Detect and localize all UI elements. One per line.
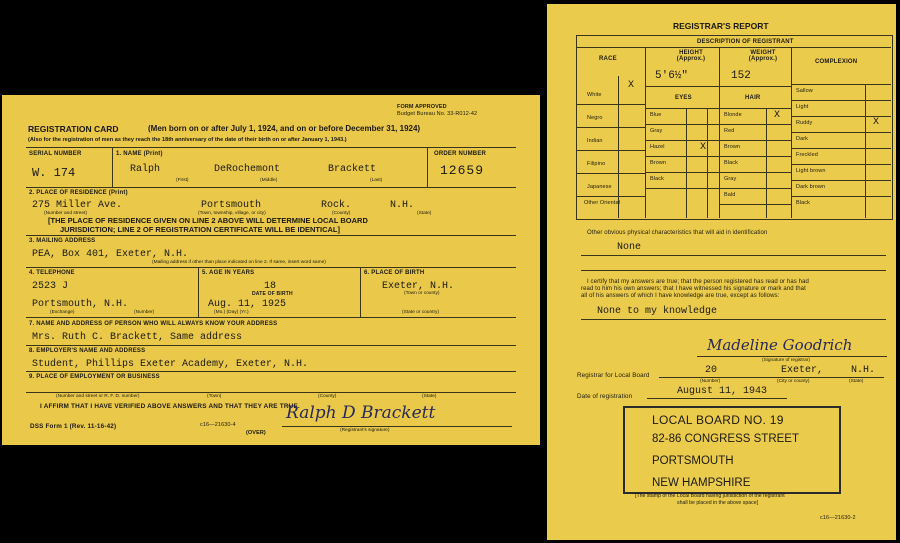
mailing-value: PEA, Box 401, Exeter, N.H. [32,249,189,260]
eye-black: Black [650,176,664,182]
complexion-dark: Dark [796,136,809,142]
telephone-value: 2523 J [32,281,69,292]
registration-card-front [2,95,540,445]
weight-header: WEIGHT (Approx.) [748,50,778,62]
complexion-ruddy: Ruddy [796,120,813,126]
number-caption: (Number) [134,310,155,315]
race-row-white: White [587,92,602,98]
form-approved: FORM APPROVED [397,104,447,110]
residence-label: 2. PLACE OF RESIDENCE (Print) [29,190,128,196]
board-city: Exeter, [781,365,824,376]
registrar-signature-caption: (Signature of registrar) [762,358,810,363]
residence-notice-2: JURISDICTION; LINE 2 OF REGISTRATION CERTIFICATE WILL BE IDENTICAL] [60,225,340,234]
height-header: HEIGHT (Approx.) [676,50,706,62]
report-title: REGISTRAR'S REPORT [673,21,769,31]
over-label: (OVER) [246,430,266,436]
hair-blonde: Blonde [724,112,742,118]
employment-street-caption: (Number and street or R. F. D. number) [56,394,140,399]
hair-bald: Bald [724,192,736,198]
eye-blue: Blue [650,112,662,118]
telephone-label: 4. TELEPHONE [29,270,75,276]
race-header: RACE [599,56,617,62]
registrar-label: Registrar for Local Board [577,372,650,379]
form-id: DSS Form 1 (Rev. 11-16-42) [30,423,117,430]
registrar-signature: Madeline Goodrich [707,336,853,354]
board-city-caption: (City or county) [777,379,810,384]
hair-red: Red [724,128,735,134]
complexion-header: COMPLEXION [815,59,858,65]
complexion-light: Light [796,104,809,110]
date-value: August 11, 1943 [677,386,768,397]
description-header: DESCRIPTION OF REGISTRANT [697,39,794,45]
date-label: Date of registration [577,393,633,400]
race-row-japanese: Japanese [587,184,612,190]
affirm-statement: I AFFIRM THAT I HAVE VERIFIED ABOVE ANSWERS AND THAT THEY ARE TRUE. [40,403,300,410]
pob-state-caption: (State or country) [402,310,440,315]
race-row-indian: Indian [587,138,603,144]
employer-value: Student, Phillips Exeter Academy, Exeter, N.H. [32,359,309,370]
telephone-exchange: Portsmouth, N.H. [32,299,129,310]
hair-black: Black [724,160,738,166]
height-value: 5'6½" [655,70,689,82]
contact-label: 7. NAME AND ADDRESS OF PERSON WHO WILL ALWAYS KNOW YOUR ADDRESS [29,321,278,327]
last-caption: (Last) [370,178,383,183]
certify-text-2: read to him his own answers; that I have witnessed his signature or mark and that [581,286,806,292]
budget-bureau: Budget Bureau No. 33-R012-42 [397,111,478,117]
registrars-report-back [547,4,896,540]
complexion-dark-brown: Dark brown [796,184,826,190]
stamp-line-2: 82-86 CONGRESS STREET [652,433,799,445]
race-row-negro: Negro [587,115,603,121]
back-print-code: c16—21630-2 [820,515,856,521]
town-caption: (Town, township, village, or city) [198,211,266,216]
street-caption: (Number and street) [44,211,87,216]
dob-value: Aug. 11, 1925 [208,299,287,310]
complexion-mark: X [873,117,880,128]
last-name: Brackett [328,164,377,175]
card-subtitle: (Also for the registration of men as they reach the 18th anniversary of the date of their birth on or after January 1, 1943.) [28,137,347,143]
race-mark: X [628,80,635,91]
employment-county-caption: (County) [318,394,337,399]
board-state: N.H. [851,365,876,376]
residence-county: Rock. [321,200,352,211]
stamp-line-3: PORTSMOUTH [652,455,734,467]
stamp-caption-1: [The stamp of the Local Board having jurisdiction of the registrant [635,493,785,499]
other-characteristics-value: None [617,242,642,253]
name-label: 1. NAME (Print) [116,151,163,157]
board-number: 20 [705,365,718,376]
eyes-mark: X [700,142,707,153]
hair-mark: X [774,110,781,121]
eye-gray: Gray [650,128,663,134]
mailing-caption: (Mailing address if other than place indicated on line 2. If same, insert word same) [152,260,326,265]
stamp-line-4: NEW HAMPSHIRE [652,477,751,489]
order-label: ORDER NUMBER [434,151,487,157]
eye-brown: Brown [650,160,667,166]
employer-label: 8. EMPLOYER'S NAME AND ADDRESS [29,348,146,354]
hair-gray: Gray [724,176,737,182]
eyes-header: EYES [675,95,692,101]
exchange-caption: (Exchange) [50,310,75,315]
pob-value: Exeter, N.H. [382,281,455,292]
complexion-sallow: Sallow [796,88,813,94]
county-caption: (County) [332,211,351,216]
complexion-light-brown: Light brown [796,168,826,174]
hair-brown: Brown [724,144,741,150]
weight-value: 152 [731,70,751,82]
board-number-caption: (Number) [700,379,721,384]
employment-town-caption: (Town) [207,394,222,399]
serial-label: SERIAL NUMBER [29,151,82,157]
pob-label: 6. PLACE OF BIRTH [364,270,425,276]
residence-notice-1: [THE PLACE OF RESIDENCE GIVEN ON LINE 2 ABOVE WILL DETERMINE LOCAL BOARD [48,216,368,225]
eye-hazel: Hazel [650,144,665,150]
certify-text-1: I certify that my answers are true; that the person registered has read or has had [587,279,809,285]
complexion-black: Black [796,200,810,206]
place-employment-label: 9. PLACE OF EMPLOYMENT OR BUSINESS [29,374,160,380]
exceptions-value: None to my knowledge [597,306,718,317]
order-value: 12659 [440,163,485,178]
front-print-code: c16—21630-4 [200,422,236,428]
first-caption: (First) [176,178,189,183]
race-row-other-oriental: Other Oriental [584,200,620,206]
age-label: 5. AGE IN YEARS [202,270,255,276]
board-state-caption: (State) [849,379,864,384]
first-name: Ralph [130,164,161,175]
race-row-filipino: Filipino [587,161,606,167]
pob-town-caption: (Town or county) [404,291,440,296]
middle-caption: (Middle) [260,178,278,183]
residence-state: N.H. [390,200,415,211]
stamp-line-1: LOCAL BOARD NO. 19 [652,413,784,427]
middle-name: DeRochemont [214,164,281,175]
dob-caption: (Mo.) (Day) (Yr.) [214,310,249,315]
employment-state-caption: (State) [422,394,437,399]
registrant-signature: Ralph D Brackett [286,403,436,423]
dob-label: DATE OF BIRTH [252,291,293,297]
residence-town: Portsmouth [201,200,262,211]
certify-text-3: all of his answers of which I have knowledge are true, except as follows: [581,293,780,299]
age-value: 18 [264,281,277,292]
complexion-freckled: Freckled [796,152,818,158]
serial-value: W. 174 [32,166,76,180]
card-title-note: (Men born on or after July 1, 1924, and on or before December 31, 1924) [148,124,421,133]
state-caption: (State) [417,211,432,216]
mailing-label: 3. MAILING ADDRESS [29,238,96,244]
contact-value: Mrs. Ruth C. Brackett, Same address [32,332,243,343]
other-characteristics-label: Other obvious physical characteristics that will aid in identification [587,230,768,236]
signature-caption: (Registrant's signature) [340,428,390,433]
hair-header: HAIR [745,95,761,101]
residence-street: 275 Miller Ave. [32,200,123,211]
stamp-caption-2: shall be placed in the above space] [677,500,759,506]
card-title: REGISTRATION CARD [28,124,119,134]
